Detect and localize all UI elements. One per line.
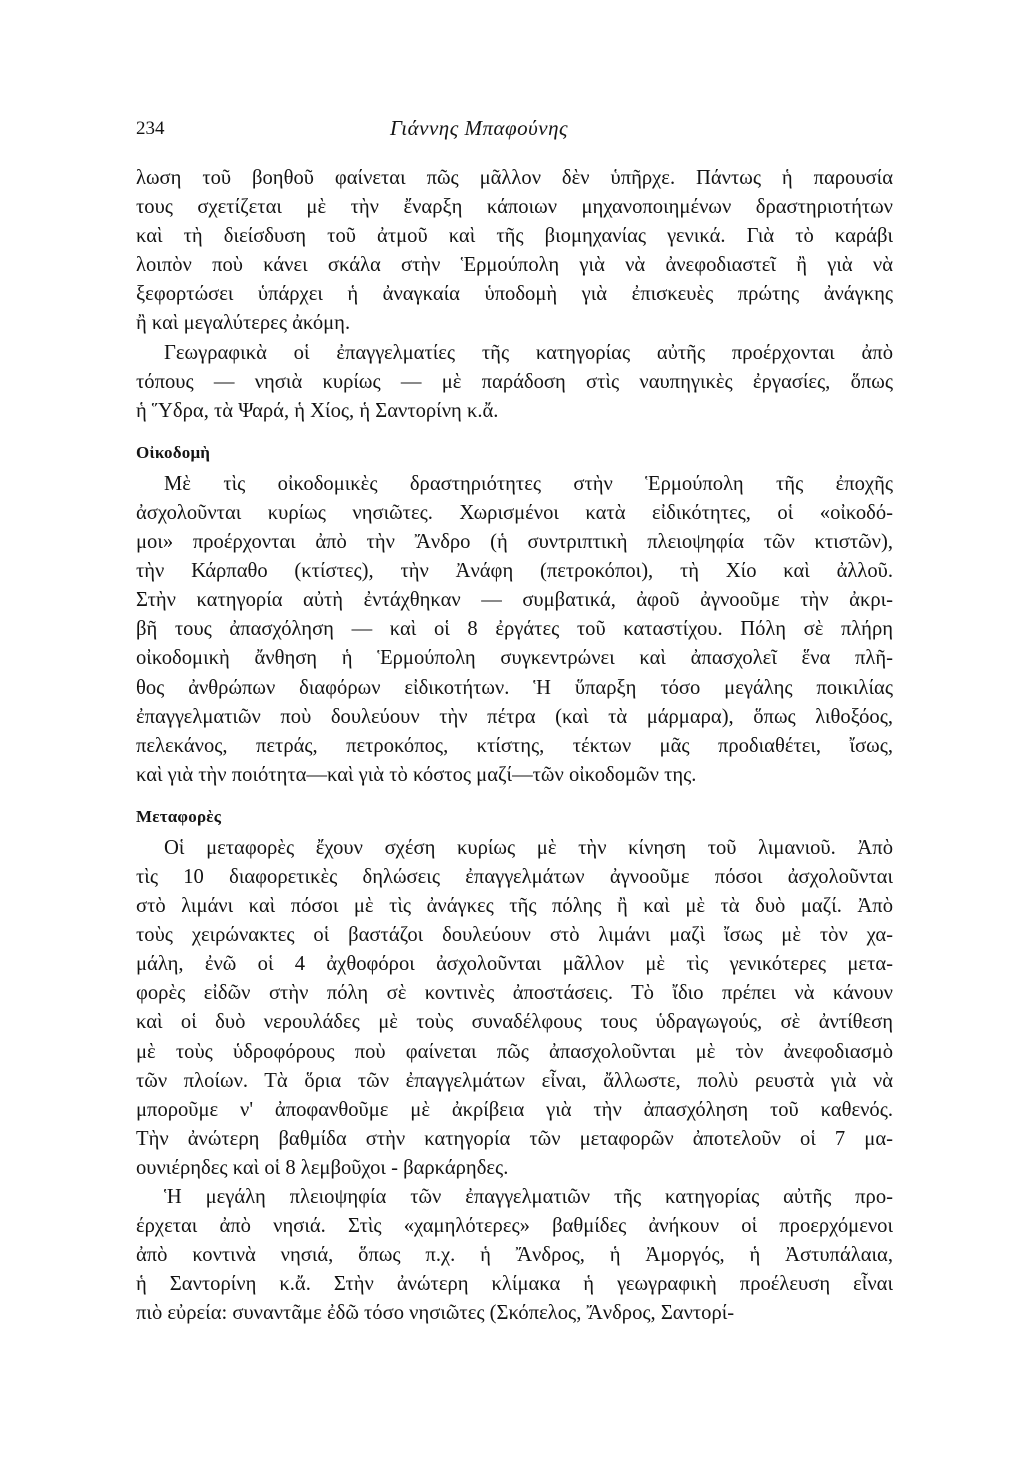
- text-line: τὴν Κάρπαθο (κτίστες), τὴν Ἀνάφη (πετροκόποι), τὴ Χίο καὶ ἀλλοῦ.: [136, 560, 893, 583]
- running-head-author: Γιάννης Μπαφούνης: [390, 116, 569, 140]
- text-line: ουνιέρηδες καὶ οἱ 8 λεμβοῦχοι - βαρκάρηδες.: [136, 1156, 509, 1179]
- text-line: ἡ Ὕδρα, τὰ Ψαρά, ἡ Χίος, ἡ Σαντορίνη κ.ἄ.: [136, 399, 499, 422]
- text-line: Μὲ τὶς οἰκοδομικὲς δραστηριότητες στὴν Ἑρμούπολη τῆς ἐποχῆς: [164, 472, 893, 495]
- text-line: τῶν πλοίων. Τὰ ὅρια τῶν ἐπαγγελμάτων εἶναι, ἄλλωστε, πολὺ ρευστὰ γιὰ νὰ: [136, 1069, 893, 1092]
- text-line: λοιπὸν ποὺ κάνει σκάλα στὴν Ἑρμούπολη γιὰ νὰ ἀνεφοδιαστεῖ ἢ γιὰ νὰ: [136, 254, 893, 277]
- running-head: [136, 118, 893, 148]
- text-line: βῆ τους ἀπασχόληση — καὶ οἱ 8 ἐργάτες τοῦ καταστίχου. Πόλη σὲ πλήρη: [136, 618, 893, 641]
- text-line: πελεκάνος, πετράς, πετροκόπος, κτίστης, τέκτων μᾶς προδιαθέτει, ἴσως,: [136, 734, 893, 757]
- text-line: Ἡ μεγάλη πλειοψηφία τῶν ἐπαγγελματιῶν τῆς κατηγορίας αὐτῆς προ-: [164, 1186, 893, 1208]
- page-number: 234: [136, 118, 165, 139]
- section-heading: Οἰκοδομὴ: [136, 442, 211, 462]
- text-line: Γεωγραφικὰ οἱ ἐπαγγελματίες τῆς κατηγορίας αὐτῆς προέρχονται ἀπὸ: [164, 341, 893, 364]
- text-line: έρχεται ἀπὸ νησιά. Στὶς «χαμηλότερες» βαθμίδες ἀνήκουν οἱ προερχόμενοι: [136, 1215, 893, 1238]
- text-line: στὸ λιμάνι καὶ πόσοι μὲ τὶς ἀνάγκες τῆς πόλης ἢ καὶ μὲ τὰ δυὸ μαζί. Ἀπὸ: [136, 895, 893, 918]
- text-line: ξεφορτώσει ὑπάρχει ἡ ἀναγκαία ὑποδομὴ γιὰ ἐπισκευὲς πρώτης ἀνάγκης: [136, 283, 893, 306]
- text-line: ἀπὸ κοντινὰ νησιά, ὅπως π.χ. ἡ Ἄνδρος, ἡ Ἀμοργός, ἡ Ἀστυπάλαια,: [136, 1244, 893, 1267]
- text-line: τους σχετίζεται μὲ τὴν ἔναρξη κάποιων μηχανοποιημένων δραστηριοτήτων: [136, 196, 893, 219]
- section-gap: [136, 790, 893, 798]
- text-line: καὶ γιὰ τὴν ποιότητα—καὶ γιὰ τὸ κόστος μαζί—τῶν οἰκοδομῶν της.: [136, 763, 697, 786]
- text-line: τόπους — νησιὰ κυρίως — μὲ παράδοση στὶς ναυπηγικὲς ἐργασίες, ὅπως: [136, 370, 893, 393]
- text-line: καὶ οἱ δυὸ νερουλάδες μὲ τοὺς συναδέλφους τους ὑδραγωγούς, σὲ ἀντίθεση: [136, 1011, 893, 1034]
- text-line: θος ἀνθρώπων διαφόρων εἰδικοτήτων. Ἡ ὕπαρξη τόσο μεγάλης ποικιλίας: [136, 676, 893, 699]
- text-line: μοι» προέρχονται ἀπὸ τὴν Ἄνδρο (ἡ συντριπτικὴ πλειοψηφία τῶν κτιστῶν),: [136, 531, 893, 554]
- text-line: οἰκοδομικὴ ἄνθηση ἡ Ἑρμούπολη συγκεντρώνει καὶ ἀπασχολεῖ ἕνα πλῆ-: [136, 647, 893, 670]
- paragraph: [136, 339, 893, 426]
- paragraph: [136, 164, 893, 339]
- text-line: μὲ τοὺς ὑδροφόρους ποὺ φαίνεται πῶς ἀπασχολοῦνται μὲ τὸν ἀνεφοδιασμὸ: [136, 1040, 893, 1063]
- paragraph: [136, 834, 893, 1183]
- text-line: πιὸ εὐρεία: συναντᾶμε ἐδῶ τόσο νησιῶτες (Σκόπελος, Ἄνδρος, Σαντορί-: [136, 1302, 735, 1325]
- text-line: τὶς 10 διαφορετικὲς δηλώσεις ἐπαγγελμάτων ἀγνοοῦμε πόσοι ἀσχολοῦνται: [136, 865, 893, 888]
- paragraph: [136, 470, 893, 790]
- text-line: φορὲς εἰδῶν στὴν πόλη σὲ κοντινὲς ἀποστάσεις. Τὸ ἴδιο πρέπει νὰ κάνουν: [136, 982, 893, 1005]
- text-line: μάλη, ἐνῶ οἱ 4 ἀχθοφόροι ἀσχολοῦνται μᾶλλον μὲ τὶς γενικότερες μετα-: [136, 953, 893, 976]
- text-line: Στὴν κατηγορία αὐτὴ ἐντάχθηκαν — συμβατικά, ἀφοῦ ἀγνοοῦμε τὴν ἀκρι-: [136, 589, 893, 612]
- text-line: Οἱ μεταφορὲς ἔχουν σχέση κυρίως μὲ τὴν κίνηση τοῦ λιμανιοῦ. Ἀπὸ: [164, 836, 893, 859]
- section-heading: Μεταφορὲς: [136, 806, 222, 826]
- text-line: λωση τοῦ βοηθοῦ φαίνεται πῶς μᾶλλον δὲν ὑπῆρχε. Πάντως ἡ παρουσία: [136, 167, 893, 189]
- body-text: [136, 164, 893, 1328]
- paragraph: [136, 1183, 893, 1328]
- text-line: μποροῦμε ν' ἀποφανθοῦμε μὲ ἀκρίβεια γιὰ τὴν ἀπασχόληση τοῦ καθενός.: [136, 1098, 893, 1121]
- text-line: τοὺς χειρώνακτες οἱ βαστάζοι δουλεύουν στὸ λιμάνι μαζὶ ἴσως μὲ τὸν χα-: [136, 924, 893, 947]
- text-line: ἢ καὶ μεγαλύτερες ἀκόμη.: [136, 312, 351, 335]
- section-gap: [136, 426, 893, 434]
- text-line: ἐπαγγελματιῶν ποὺ δουλεύουν τὴν πέτρα (καὶ τὰ μάρμαρα), ὅπως λιθοξόος,: [136, 705, 893, 728]
- text-line: Τὴν ἀνώτερη βαθμίδα στὴν κατηγορία τῶν μεταφορῶν ἀποτελοῦν οἱ 7 μα-: [136, 1127, 893, 1150]
- text-line: καὶ τὴ διείσδυση τοῦ ἀτμοῦ καὶ τῆς βιομηχανίας γενικά. Γιὰ τὸ καράβι: [136, 225, 893, 248]
- text-line: ἡ Σαντορίνη κ.ἄ. Στὴν ἀνώτερη κλίμακα ἡ γεωγραφικὴ προέλευση εἶναι: [136, 1273, 893, 1296]
- text-line: ἀσχολοῦνται κυρίως νησιῶτες. Χωρισμένοι κατὰ εἰδικότητες, οἱ «οἰκοδό-: [136, 501, 893, 524]
